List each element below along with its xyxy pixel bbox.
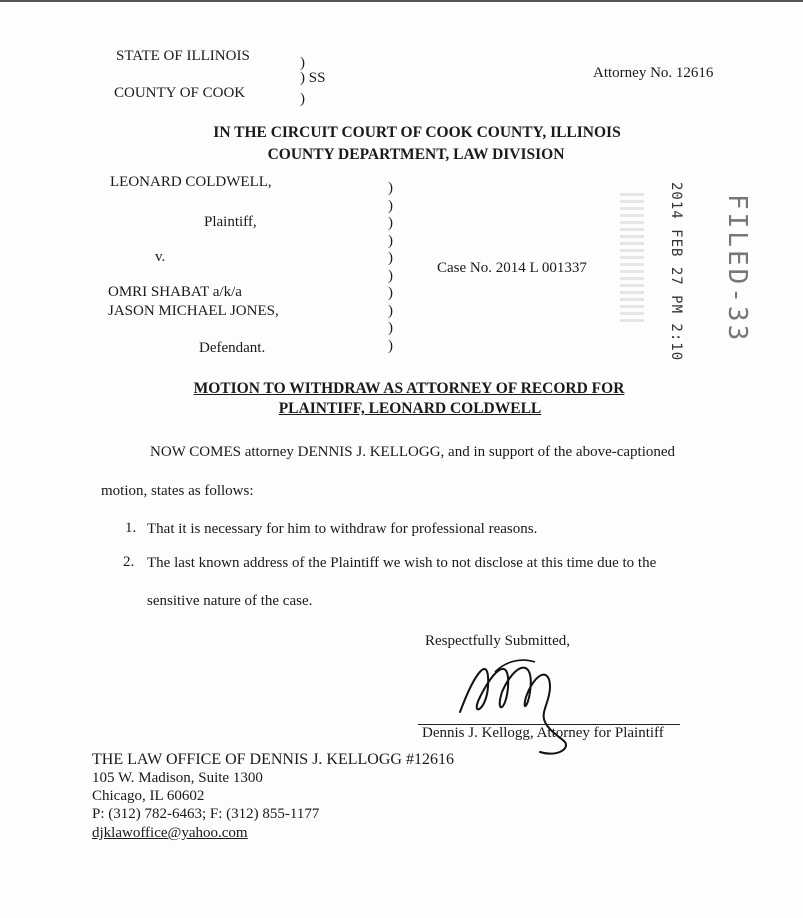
address-line-1: 105 W. Madison, Suite 1300: [92, 770, 263, 786]
defendant-role: Defendant.: [199, 340, 266, 356]
firm-name: THE LAW OFFICE OF DENNIS J. KELLOGG #12616: [92, 751, 454, 768]
handwritten-signature: [440, 642, 610, 772]
court-division: COUNTY DEPARTMENT, LAW DIVISION: [267, 146, 565, 163]
phone-fax: P: (312) 782-6463; F: (312) 855-1177: [92, 806, 320, 822]
caption-parens: ) ) ) ) ) ) ) ) ) ): [388, 180, 393, 354]
intro-line-1: NOW COMES attorney DENNIS J. KELLOGG, and in support of the above-captioned: [150, 444, 676, 460]
ss-label: ) SS: [300, 70, 326, 86]
venue-parens: ) ): [300, 55, 305, 107]
court-title: IN THE CIRCUIT COURT OF COOK COUNTY, ILLINOIS: [213, 124, 621, 141]
item-2-number: 2.: [123, 554, 135, 570]
filed-stamp: [668, 182, 684, 361]
defendant-name-2: JASON MICHAEL JONES,: [108, 303, 279, 319]
state-label: STATE OF ILLINOIS: [116, 48, 250, 64]
motion-title-2: PLAINTIFF, LEONARD COLDWELL: [278, 400, 542, 417]
plaintiff-role: Plaintiff,: [204, 214, 257, 230]
item-1-number: 1.: [125, 520, 137, 536]
motion-title-1: MOTION TO WITHDRAW AS ATTORNEY OF RECORD FOR: [193, 380, 625, 397]
email-link[interactable]: djklawoffice@yahoo.com: [92, 825, 248, 841]
item-2-text: The last known address of the Plaintiff we wish to not disclose at this time due to the: [147, 555, 657, 571]
stamp-smudge: [620, 192, 644, 322]
intro-line-2: motion, states as follows:: [101, 483, 254, 499]
case-number: Case No. 2014 L 001337: [437, 260, 587, 276]
plaintiff-name: LEONARD COLDWELL,: [110, 174, 272, 190]
versus: v.: [155, 249, 166, 265]
attorney-number: Attorney No. 12616: [593, 65, 714, 81]
defendant-name-1: OMRI SHABAT a/k/a: [108, 284, 242, 300]
signer-name: Dennis J. Kellogg, Attorney for Plaintiff: [422, 725, 664, 741]
filed-stamp-date: 2014 FEB 27 PM 2:10: [668, 182, 684, 362]
closing: Respectfully Submitted,: [425, 633, 570, 649]
item-1-text: That it is necessary for him to withdraw for professional reasons.: [147, 521, 538, 537]
address-line-2: Chicago, IL 60602: [92, 788, 205, 804]
item-2-continuation: sensitive nature of the case.: [147, 593, 313, 609]
county-label: COUNTY OF COOK: [114, 85, 246, 101]
filed-stamp-word: FILED-33: [722, 194, 752, 344]
